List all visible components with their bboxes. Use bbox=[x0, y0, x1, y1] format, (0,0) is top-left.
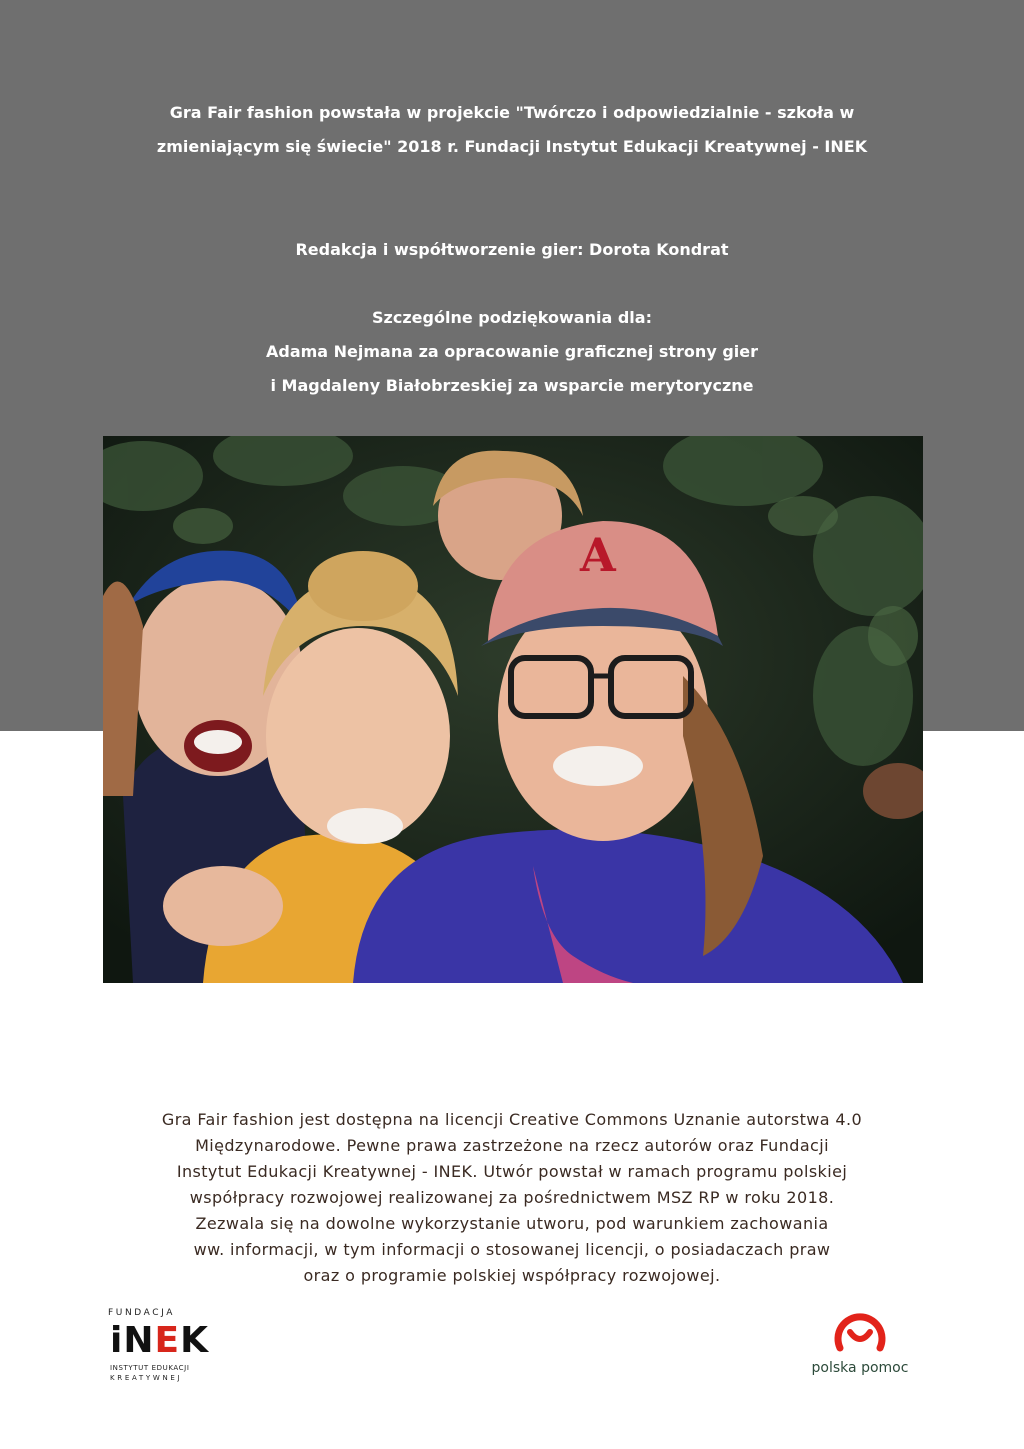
inek-logo-letter-k: K bbox=[180, 1320, 209, 1361]
project-credit-line-1: Gra Fair fashion powstała w projekcie "Twórczo i odpowiedzialnie - szkoła w bbox=[169, 103, 855, 122]
license-line-5: Zezwala się na dowolne wykorzystanie utworu, pod warunkiem zachowania bbox=[195, 1214, 829, 1233]
project-credit-line-2: zmieniającym się świecie" 2018 r. Fundacji Instytut Edukacji Kreatywnej - INEK bbox=[156, 137, 868, 156]
thanks-line-2: i Magdaleny Białobrzeskiej za wsparcie merytoryczne bbox=[270, 376, 754, 395]
polska-pomoc-logo bbox=[800, 1310, 920, 1390]
inek-logo-letters-in: iN bbox=[110, 1320, 155, 1361]
photo-illustration bbox=[103, 436, 923, 983]
license-line-2: Międzynarodowe. Pewne prawa zastrzeżone na rzecz autorów oraz Fundacji bbox=[195, 1136, 829, 1155]
license-line-6: ww. informacji, w tym informacji o stosowanej licencji, o posiadaczach praw bbox=[193, 1240, 831, 1259]
polska-pomoc-symbol-icon bbox=[800, 1310, 920, 1358]
thanks-line-1: Adama Nejmana za opracowanie graficznej strony gier bbox=[265, 342, 758, 361]
license-line-3: Instytut Edukacji Kreatywnej - INEK. Utwór powstał w ramach programu polskiej bbox=[176, 1162, 848, 1181]
license-line-1: Gra Fair fashion jest dostępna na licencji Creative Commons Uznanie autorstwa 4.0 bbox=[161, 1110, 863, 1129]
polska-pomoc-text: polska pomoc bbox=[811, 1360, 909, 1376]
inek-logo-subtitle-2: KREATYWNEJ bbox=[110, 1374, 183, 1382]
inek-logo-top-text: FUNDACJA bbox=[108, 1308, 176, 1318]
thanks-block bbox=[0, 301, 1024, 403]
license-text bbox=[80, 1107, 944, 1289]
license-line-4: współpracy rozwojowej realizowanej za pośrednictwem MSZ RP w roku 2018. bbox=[189, 1188, 835, 1207]
inek-logo-wordmark bbox=[110, 1320, 209, 1362]
thanks-heading: Szczególne podziękowania dla: bbox=[372, 308, 652, 327]
editor-credit: Redakcja i współtworzenie gier: Dorota Kondrat bbox=[295, 240, 729, 259]
license-line-7: oraz o programie polskiej współpracy rozwojowej. bbox=[303, 1266, 721, 1285]
group-selfie-photo bbox=[103, 436, 923, 983]
inek-logo-letter-e: E bbox=[154, 1320, 181, 1361]
project-credit bbox=[0, 96, 1024, 164]
cap-logo: A bbox=[580, 528, 616, 582]
inek-logo-subtitle-1: INSTYTUT EDUKACJI bbox=[110, 1364, 190, 1372]
inek-foundation-logo bbox=[108, 1308, 209, 1388]
